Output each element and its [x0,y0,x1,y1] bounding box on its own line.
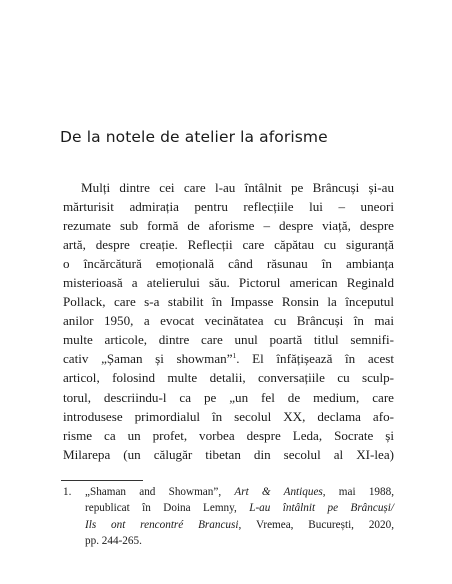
paragraph-line: rezumate sub formă de aforisme – despre viață, despre [63,218,394,234]
footnote-text: , mai 1988, [322,486,394,498]
footnote-number: 1. [63,486,72,498]
footnote-line [85,484,394,500]
paragraph-line: risme ca un profet, vorbea despre Leda, Socrate și [63,427,394,443]
footnote-line: pp. 244-265. [85,534,142,547]
paragraph-line-start: cativ „Șaman și showman” [63,351,233,367]
paragraph-line-with-note [63,349,394,368]
footnote-text: „Shaman and Showman”, [85,486,235,498]
paragraph-line: misterioasă a atelierului său. Pictorul american Reginald [63,275,394,291]
paragraph-line: torul, descriindu-l ca pe „un fel de medium, care [63,389,394,405]
paragraph-line: anilor 1950, a evocat vecinătatea cu Brâncuși în mai [63,313,394,329]
footnote-text: , Vremea, București, 2020, [238,518,394,531]
paragraph-line: introdusese primordialul în secolul XX, declama afo- [63,408,394,424]
footnote-marker[interactable]: 1 [232,351,237,361]
footnote [63,484,394,549]
body-paragraph [63,178,394,464]
paragraph-line: mărturisit admirația pentru reflecțiile lui – uneori [63,199,394,215]
paragraph-line: artă, despre creație. Reflecții care căpătau cu siguranță [63,237,394,253]
footnote-divider [61,480,143,481]
chapter-title: De la notele de atelier la aforisme [60,128,328,146]
footnote-line [85,517,394,533]
paragraph-line: o încărcătură emoțională când răsunau în ambianța [63,256,394,272]
footnote-italic: L-au întâlnit pe Brâncuși/ [249,502,394,515]
footnote-italic: Ils ont rencontré Brancusi [85,518,239,531]
paragraph-line: articol, folosind multe detalii, conversațiile cu sculp- [63,370,394,386]
paragraph-line: Milarepa (un călugăr tibetan din secolul al XI-lea) [63,446,394,462]
paragraph-line: Mulți dintre cei care l-au întâlnit pe Brâncuși și-au [81,180,394,195]
footnote-text: republicat în Doina Lemny, [85,502,250,515]
footnote-italic: Art & Antiques [234,486,323,498]
footnote-line [85,500,394,516]
paragraph-line-end: . El înfățișează în acest [236,351,394,367]
footnote-body [85,484,394,549]
paragraph-line: Pollack, care s-a stabilit în Impasse Ronsin la începutul [63,294,394,310]
paragraph-line: multe articole, dintre care unul poartă titlul semnifi- [63,332,394,348]
